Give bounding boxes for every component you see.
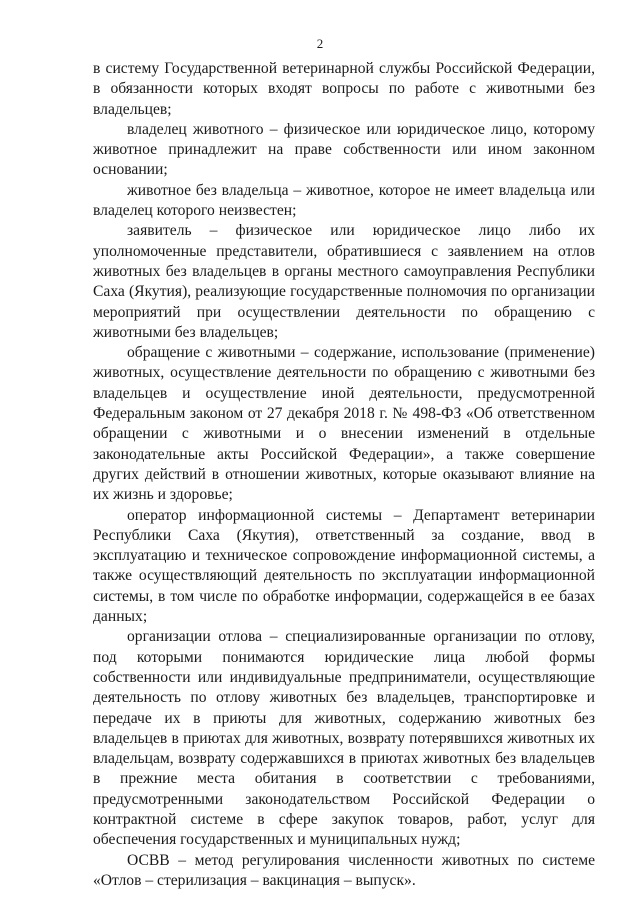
definition-animal-treatment: обращение с животными – содержание, использование (применение) животных, осуществление деятельности по обращению с животными без владельцев и осуществление иной деятельности, предусмотренной Федеральным законом от 27 декабря 2018 г. № 498-ФЗ «Об ответственном обращении с животными и о внесении изменений в отдельные законодательные акты Российской Федерации», а также совершение других действий в отношении животных, которые оказывают влияние на их жизнь и здоровье; [93, 344, 595, 504]
document-body [93, 59, 595, 891]
definition-ownerless-animal: животное без владельца – животное, которое не имеет владельца или владелец которого неизвестен; [93, 181, 595, 220]
definition-applicant: заявитель – физическое или юридическое лицо либо их уполномоченные представители, обратившиеся с заявлением на отлов животных без владельцев в органы местного самоуправления Республики Саха (Якутия), реализующие государственные полномочия по организации мероприятий при осуществлении деятельности по обращению с животными без владельцев; [93, 222, 595, 341]
definition-osvv: ОСВВ – метод регулирования численности животных по системе «Отлов – стерилизация – вакцинация – выпуск». [93, 851, 595, 889]
definition-capture-organizations: организации отлова – специализированные организации по отлову, под которыми понимаются юридические лица любой формы собственности или индивидуальные предприниматели, осуществляющие деятельность по отлову животных без владельцев, транспортировке и передаче их в приюты для животных, содержанию животных без владельцев в приютах для животных, возврату потерявшихся животных их владельцам, возврату содержавшихся в приютах животных без владельцев в прежние места обитания в соответствии с требованиями, предусмотренными законодательством Российской Федерации о контрактной системе в сфере закупок товаров, работ, услуг для обеспечения государственных и муниципальных нужд; [93, 628, 595, 849]
definition-system-operator: оператор информационной системы – Департамент ветеринарии Республики Саха (Якутия), ответственный за создание, ввод в эксплуатацию и техническое сопровождение информационной системы, а также осуществляющий деятельность по эксплуатации информационной системы, в том числе по обработке информации, содержащейся в ее базах данных; [93, 506, 595, 626]
page-number: 2 [316, 36, 324, 51]
paragraph-continuation: в систему Государственной ветеринарной службы Российской Федерации, в обязанности которых входят вопросы по работе с животными без владельцев; [93, 60, 595, 118]
definition-animal-owner: владелец животного – физическое или юридическое лицо, которому животное принадлежит на праве собственности или ином законном основании; [93, 120, 595, 179]
